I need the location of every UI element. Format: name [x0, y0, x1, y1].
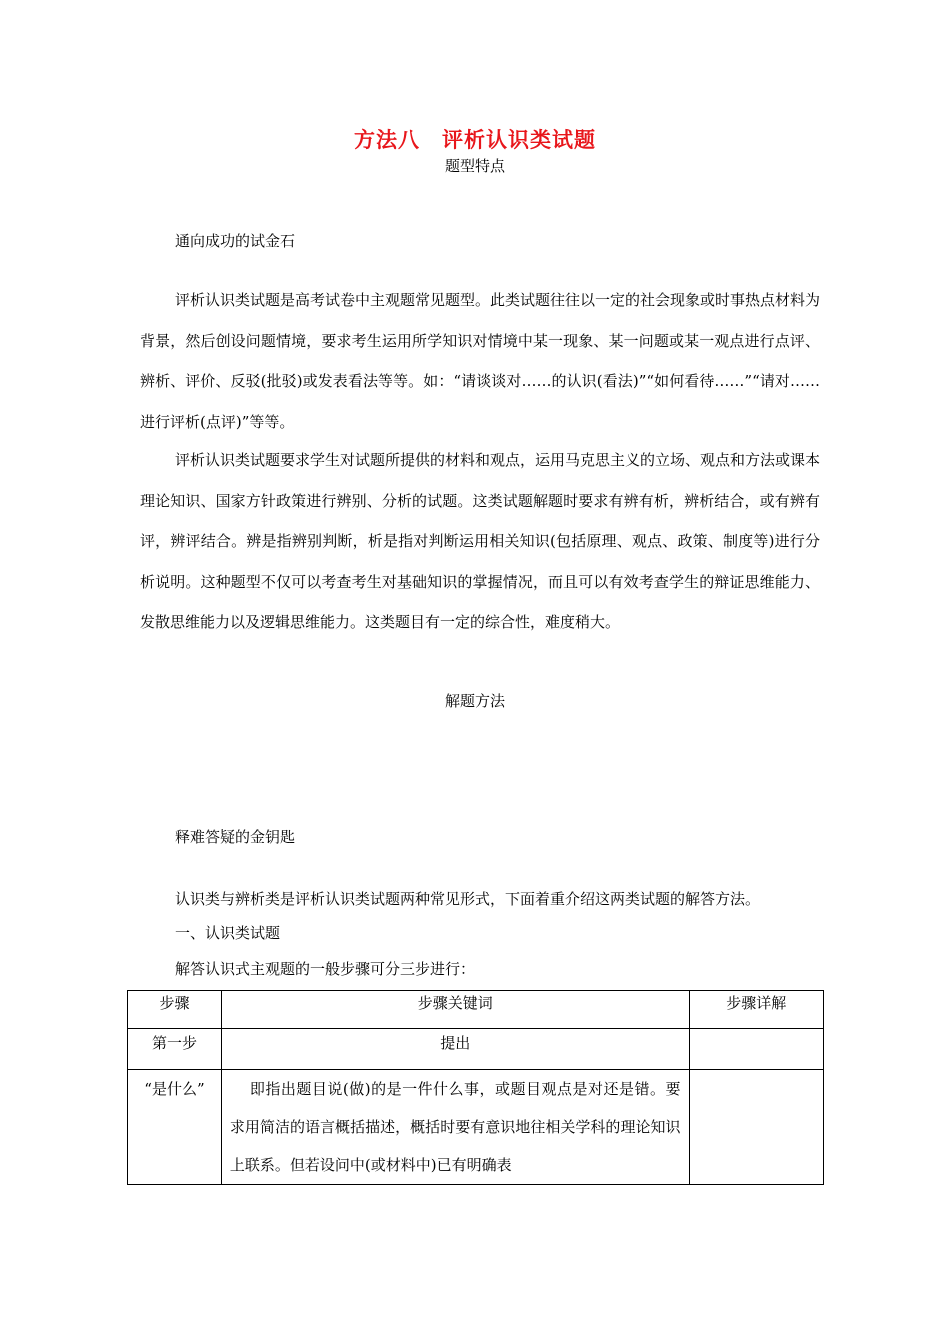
table-header-cell: 步骤关键词: [221, 991, 689, 1029]
section-heading-features: 题型特点: [444, 157, 505, 175]
subtitle-touchstone: 通向成功的试金石: [175, 232, 296, 250]
paragraph-requirements: 评析认识类试题要求学生对试题所提供的材料和观点，运用马克思主义的立场、观点和方法或课本理论知识、国家方针政策进行辨别、分析的试题。这类试题解题时要求有辨有析，辨析结合，或有辨有评，辨评结合。辨是指辨别判断，析是指对判断运用相关知识(包括原理、观点、政策、制度等)进行分析说明。这种题型不仅可以考查考生对基础知识的掌握情况，而且可以有效考查学生的辩证思维能力、发散思维能力以及逻辑思维能力。这类题目有一定的综合性，难度稍大。: [140, 451, 821, 631]
subtitle-golden-key: 释难答疑的金钥匙: [175, 828, 296, 846]
table-cell: 第一步: [128, 1029, 222, 1070]
table-cell: [689, 1070, 823, 1185]
table-cell: [689, 1029, 823, 1070]
steps-table: [127, 990, 824, 1185]
table-cell: 即指出题目说(做)的是一件什么事，或题目观点是对还是错。要求用简洁的语言概括描述，概括时要有意识地往相关学科的理论知识上联系。但若设问中(或材料中)已有明确表: [221, 1070, 689, 1185]
table-cell: 提出: [221, 1029, 689, 1070]
table-header-row: [128, 991, 824, 1029]
table-header-cell: 步骤: [128, 991, 222, 1029]
table-row: [128, 1029, 824, 1070]
document-title: 方法八 评析认识类试题: [354, 127, 596, 152]
subsection-heading: 一、认识类试题: [175, 924, 281, 942]
table-cell: “是什么”: [128, 1070, 222, 1185]
table-row: [128, 1070, 824, 1185]
table-header-cell: 步骤详解: [689, 991, 823, 1029]
section-heading-method: 解题方法: [444, 692, 505, 710]
intro-line: 认识类与辨析类是评析认识类试题两种常见形式，下面着重介绍这两类试题的解答方法。: [175, 890, 761, 908]
steps-intro: 解答认识式主观题的一般步骤可分三步进行：: [175, 960, 476, 978]
paragraph-intro: 评析认识类试题是高考试卷中主观题常见题型。此类试题往往以一定的社会现象或时事热点材料为背景，然后创设问题情境，要求考生运用所学知识对情境中某一现象、某一问题或某一观点进行点评、辨析、评价、反驳(批驳)或发表看法等等。如：“请谈谈对……的认识(看法)”“如何看待……”“请对……进行评析(点评)”等等。: [140, 291, 821, 431]
